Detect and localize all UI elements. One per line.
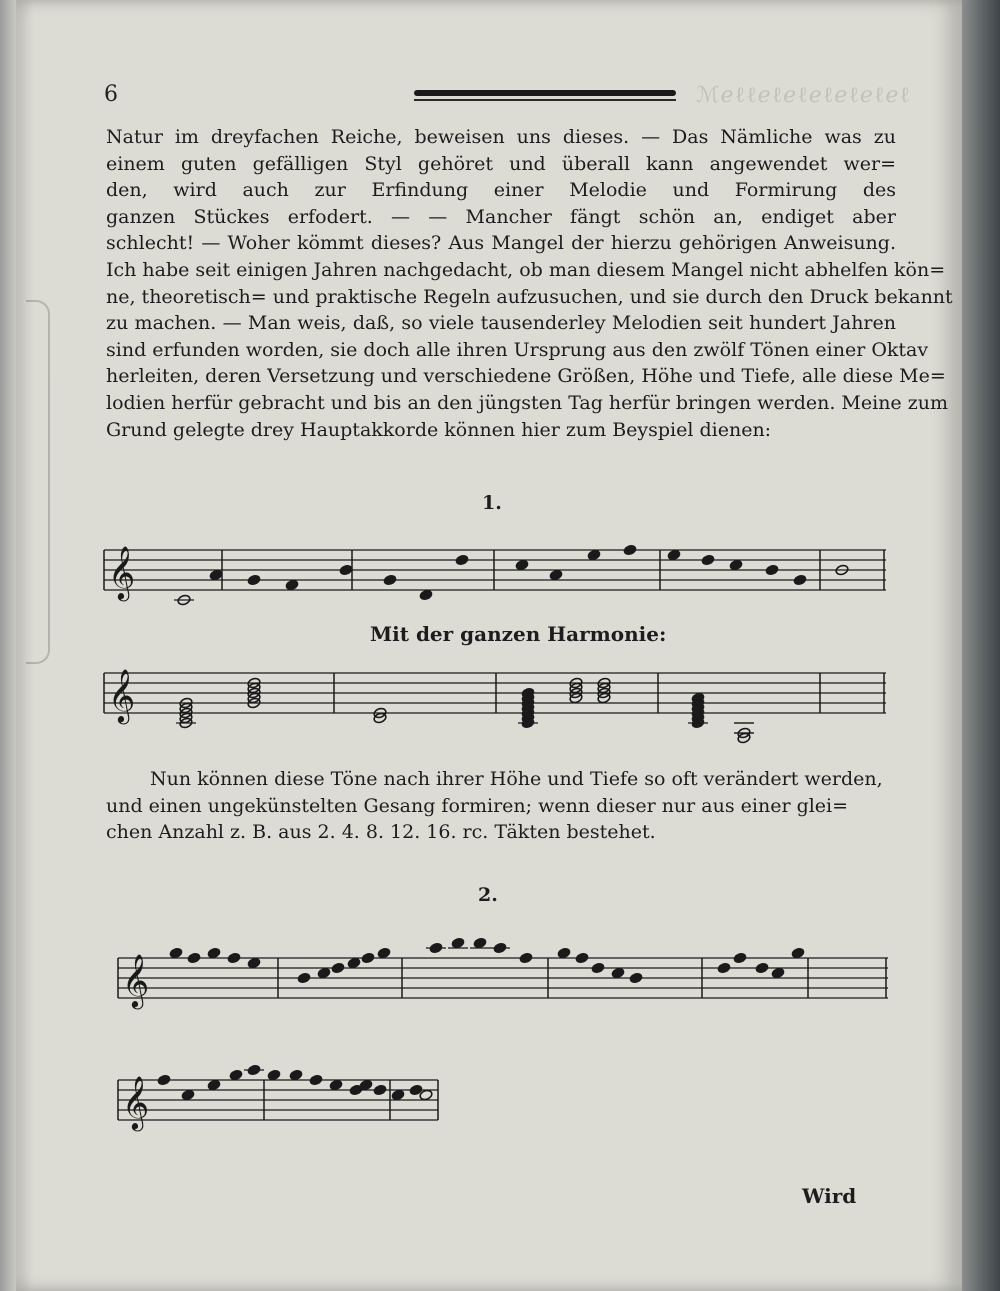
note-head [361,952,375,964]
paragraph-continuation [106,766,896,846]
note-head [247,574,261,586]
note-head [623,544,637,556]
treble-clef: 𝄞 [108,545,136,599]
note-head [575,952,589,964]
note-head [793,574,807,586]
note-head [297,972,311,984]
text-line: ganzen Stückes erfodert. — — Mancher fängt schön an, endiget aber [106,205,896,228]
note-head [493,942,507,954]
note-head [347,957,361,969]
text-line: chen Anzahl z. B. aus 2. 4. 8. 12. 16. rc. Täkten bestehet. [106,821,656,844]
note-head [591,962,605,974]
treble-clef: 𝄞 [122,1075,150,1129]
paragraph-intro [106,124,953,443]
catchword: Wird [802,1184,857,1208]
note-head [285,579,299,591]
note-head [331,962,345,974]
text-line: einem guten gefälligen Styl gehöret und überall kann angewendet wer= [106,152,896,175]
note-head [207,947,221,959]
note-head [629,972,643,984]
note-head [557,947,571,959]
note-head [383,574,397,586]
text-line: herleiten, deren Versetzung und verschiedene Größen, Höhe und Tiefe, alle diese Me= [106,365,946,388]
text-line: Grund gelegte drey Hauptakkorde können hier zum Beyspiel dienen: [106,418,772,441]
note-head [329,1079,343,1091]
book-cover-edge [962,0,1000,1291]
page-fold-shadow [26,300,50,664]
note-head [729,559,743,571]
note-head [455,554,469,566]
note-head [429,942,443,954]
note-head [181,1089,195,1101]
note-head [169,947,183,959]
note-head [519,952,533,964]
text-line: Natur im dreyfachen Reiche, beweisen uns dieses. — Das Nämliche was zu [106,126,896,148]
note-head [267,1069,281,1081]
example-number-1: 1. [482,492,502,514]
note-head [791,947,805,959]
text-line: Ich habe seit einigen Jahren nachgedacht, ob man diesem Mangel nicht abhelfen kön= [106,258,946,281]
text-line: und einen ungekünstelten Gesang formiren; wenn dieser nur aus einer glei= [106,794,849,817]
bleed-through-ornament: ℳℯℓℓℯℓℯℓℯℓℯℓℯℓℯℓ [696,83,911,108]
note-head [229,1069,243,1081]
text-line: Nun können diese Töne nach ihrer Höhe und Tiefe so oft verändert werden, [150,768,883,790]
note-head [771,967,785,979]
note-head [549,569,563,581]
text-line: lodien herfür gebracht und bis an den jüngsten Tag herfür bringen werden. Meine zum [106,391,948,414]
text-line: den, wird auch zur Erfindung einer Melodie und Formirung des [106,179,896,202]
note-head [247,957,261,969]
note-head [419,589,433,601]
text-line: zu machen. — Man weis, daß, so viele tausenderley Melodien seit hundert Jahren [106,312,896,335]
note-head [611,967,625,979]
note-head [309,1074,323,1086]
music-staff-harmony [104,655,886,755]
note-head [515,559,529,571]
note-head [667,549,681,561]
book-left-edge [0,0,16,1291]
note-head [755,962,769,974]
page-number: 6 [104,82,118,107]
note-head [339,564,353,576]
header-ornament-rule-thin [414,99,676,101]
note-head [207,1079,221,1091]
note-head [765,564,779,576]
page-header [96,82,911,112]
note-head [587,549,601,561]
music-staff-example-1 [104,530,886,620]
note-head [157,1074,171,1086]
treble-clef: 𝄞 [122,953,150,1007]
note-head [317,967,331,979]
note-head [289,1069,303,1081]
note-head [391,1089,405,1101]
note-head [373,1084,387,1096]
treble-clef: 𝄞 [108,668,136,722]
music-staff-example-2a [118,940,888,1040]
harmony-caption: Mit der ganzen Harmonie: [370,622,667,646]
note-head [187,952,201,964]
note-head [227,952,241,964]
note-head [701,554,715,566]
note-head [733,952,747,964]
header-ornament-rule [414,90,676,96]
note-head [377,947,391,959]
text-line: ne, theoretisch= und praktische Regeln aufzusuchen, und sie durch den Druck bekannt [106,285,953,308]
note-head [717,962,731,974]
music-staff-example-2b [118,1062,438,1152]
note-head [247,1064,261,1076]
note-head [209,569,223,581]
text-line: sind erfunden worden, sie doch alle ihren Ursprung aus den zwölf Tönen einer Oktav [106,338,929,361]
text-line: schlecht! — Woher kömmt dieses? Aus Mangel der hierzu gehörigen Anweisung. [106,232,896,255]
example-number-2: 2. [478,884,498,906]
